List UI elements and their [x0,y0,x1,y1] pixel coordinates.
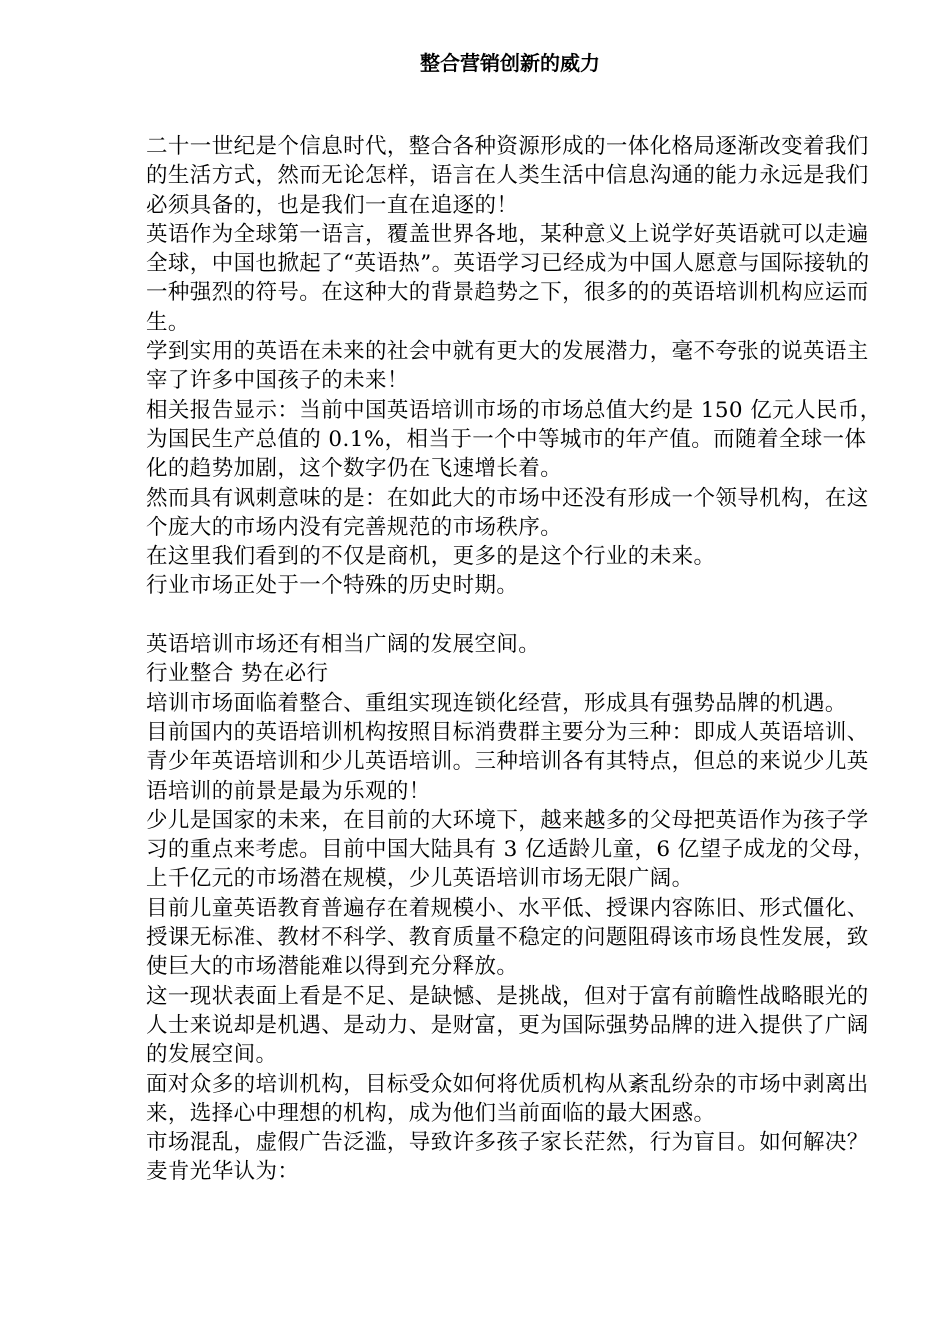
paragraph-6: 在这里我们看到的不仅是商机，更多的是这个行业的未来。 [146,544,716,570]
paragraph-3: 学到实用的英语在未来的社会中就有更大的发展潜力，毫不夸张的说英语主宰了许多中国孩子的未来！ [146,339,869,394]
document-body [146,132,886,1187]
document-title: 整合营销创新的威力 [420,51,600,75]
paragraph-5: 然而具有讽刺意味的是：在如此大的市场中还没有形成一个领导机构，在这个庞大的市场内没有完善规范的市场秩序。 [146,485,869,540]
paragraph-13: 这一现状表面上看是不足、是缺憾、是挑战，但对于富有前瞻性战略眼光的人士来说却是机遇、是动力、是财富，更为国际强势品牌的进入提供了广阔的发展空间。 [146,983,869,1068]
paragraph-14: 面对众多的培训机构，目标受众如何将优质机构从紊乱纷杂的市场中剥离出来，选择心中理想的机构，成为他们当前面临的最大困惑。 [146,1071,869,1126]
paragraph-10: 目前国内的英语培训机构按照目标消费群主要分为三种：即成人英语培训、青少年英语培训和少儿英语培训。三种培训各有其特点，但总的来说少儿英语培训的前景是最为乐观的！ [146,719,869,804]
blank-line [146,601,886,630]
paragraph-2: 英语作为全球第一语言，覆盖世界各地，某种意义上说学好英语就可以走遍全球，中国也掀起了“英语热”。英语学习已经成为中国人愿意与国际接轨的一种强烈的符号。在这种大的背景趋势之下，很多的的英语培训机构应运而生。 [146,221,870,335]
paragraph-7: 行业市场正处于一个特殊的历史时期。 [146,573,519,599]
paragraph-4: 相关报告显示：当前中国英语培训市场的市场总值大约是 150 亿元人民币，为国民生产总值的 0.1%，相当于一个中等城市的年产值。而随着全球一体化的趋势加剧，这个数字仍在飞速增长着。 [146,397,882,482]
paragraph-11: 少儿是国家的未来，在目前的大环境下，越来越多的父母把英语作为孩子学习的重点来考虑。目前中国大陆具有 3 亿适龄儿童，6 亿望子成龙的父母，上千亿元的市场潜在规模，少儿英语培训市场无限广阔。 [146,807,875,892]
paragraph-9: 培训市场面临着整合、重组实现连锁化经营，形成具有强势品牌的机遇。 [146,690,847,716]
paragraph-16: 麦肯光华认为： [146,1159,300,1185]
section-heading: 行业整合 势在必行 [146,661,329,687]
paragraph-15: 市场混乱，虚假广告泛滥，导致许多孩子家长茫然，行为盲目。如何解决？ [146,1130,869,1156]
paragraph-1: 二十一世纪是个信息时代，整合各种资源形成的一体化格局逐渐改变着我们的生活方式，然而无论怎样，语言在人类生活中信息沟通的能力永远是我们必须具备的，也是我们一直在追逐的！ [146,134,869,218]
paragraph-12: 目前儿童英语教育普遍存在着规模小、水平低、授课内容陈旧、形式僵化、授课无标准、教材不科学、教育质量不稳定的问题阻碍该市场良性发展，致使巨大的市场潜能难以得到充分释放。 [146,895,869,980]
paragraph-8: 英语培训市场还有相当广阔的发展空间。 [146,632,541,658]
